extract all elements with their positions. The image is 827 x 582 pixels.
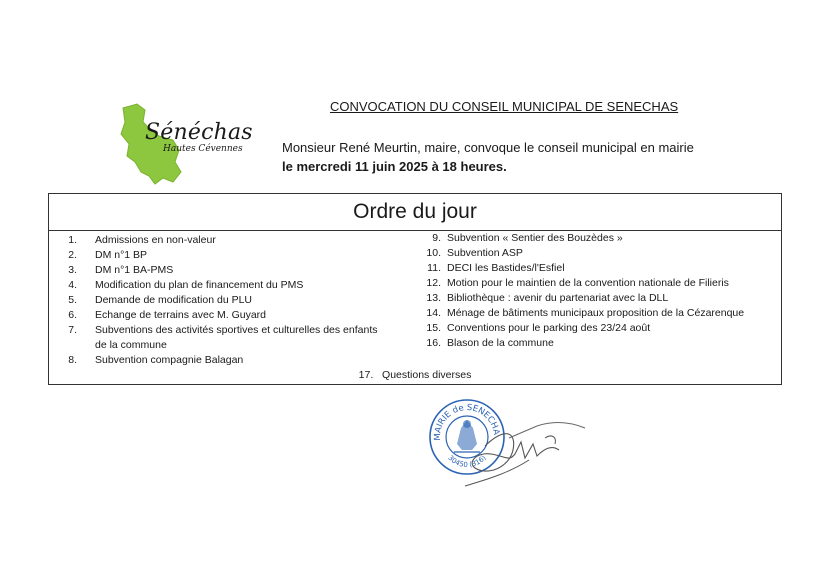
item-text: Admissions en non-valeur <box>95 234 216 246</box>
agenda-item <box>409 261 779 276</box>
agenda-item <box>409 231 779 246</box>
convocation-text <box>282 138 702 176</box>
agenda-item <box>49 353 389 368</box>
item-text: Modification du plan de financement du PMS <box>95 279 304 291</box>
item-number: 17. <box>358 369 374 381</box>
meeting-date: le mercredi 11 juin 2025 à 18 heures. <box>282 159 507 174</box>
convocation-sentence: Monsieur René Meurtin, maire, convoque le conseil municipal en mairie <box>282 140 694 155</box>
commune-logo <box>115 100 275 195</box>
agenda-item <box>49 293 389 308</box>
item-number: 13. <box>426 292 441 304</box>
agenda-item <box>409 276 779 291</box>
item-number: 11. <box>427 262 441 274</box>
item-number: 14. <box>426 307 441 319</box>
item-number: 1. <box>68 234 77 246</box>
agenda-item <box>49 308 389 323</box>
agenda-item <box>409 321 779 336</box>
item-text: Subvention « Sentier des Bouzèdes » <box>447 232 623 244</box>
agenda-item <box>49 248 389 263</box>
page-title: CONVOCATION DU CONSEIL MUNICIPAL DE SENECHAS <box>330 99 679 114</box>
item-text: Conventions pour le parking des 23/24 août <box>447 322 651 334</box>
mayor-signature <box>425 398 605 503</box>
item-number: 16. <box>426 337 441 349</box>
item-text: Subventions des activités sportives et culturelles des enfants de la commune <box>95 324 378 351</box>
item-text: DM n°1 BA-PMS <box>95 264 174 276</box>
item-number: 15. <box>426 322 441 334</box>
agenda-item <box>409 246 779 261</box>
agenda-item <box>409 336 779 351</box>
item-number: 4. <box>68 279 77 291</box>
agenda-left-column <box>49 233 389 368</box>
agenda-right-column <box>409 231 779 351</box>
item-text: Echange de terrains avec M. Guyard <box>95 309 267 321</box>
item-number: 3. <box>68 264 77 276</box>
seal-bottom-text: 30450 (316) <box>446 453 488 470</box>
item-number: 10. <box>426 247 441 259</box>
item-number: 8. <box>68 354 77 366</box>
item-text: Motion pour le maintien de la convention nationale de Filieris <box>447 277 729 289</box>
agenda-item <box>49 323 389 353</box>
logo-name: Sénéchas <box>145 120 253 145</box>
item-text: Blason de la commune <box>447 337 554 349</box>
agenda-box <box>48 193 782 385</box>
item-number: 5. <box>68 294 77 306</box>
item-text: DECI les Bastides/l'Esfiel <box>447 262 565 274</box>
item-text: Bibliothèque : avenir du partenariat avec la DLL <box>447 292 669 304</box>
item-text: Ménage de bâtiments municipaux proposition de la Cézarenque <box>447 307 745 319</box>
logo-subtitle: Hautes Cévennes <box>163 144 243 154</box>
agenda-last-item <box>49 369 781 381</box>
agenda-item <box>49 278 389 293</box>
agenda-item <box>49 233 389 248</box>
item-number: 9. <box>432 232 441 244</box>
agenda-item <box>409 291 779 306</box>
item-text: Questions diverses <box>382 369 472 381</box>
agenda-heading: Ordre du jour <box>353 200 477 223</box>
item-text: DM n°1 BP <box>95 249 148 261</box>
item-text: Subvention ASP <box>447 247 523 259</box>
item-text: Demande de modification du PLU <box>95 294 253 306</box>
agenda-header <box>49 194 781 231</box>
signature-icon <box>425 398 605 503</box>
item-number: 12. <box>426 277 441 289</box>
item-number: 2. <box>68 249 77 261</box>
item-text: Subvention compagnie Balagan <box>95 354 244 366</box>
seal-text: MAIRIE de SENECHA <box>432 402 501 441</box>
item-number: 6. <box>68 309 77 321</box>
agenda-item <box>409 306 779 321</box>
item-number: 7. <box>68 324 77 336</box>
agenda-item <box>49 263 389 278</box>
